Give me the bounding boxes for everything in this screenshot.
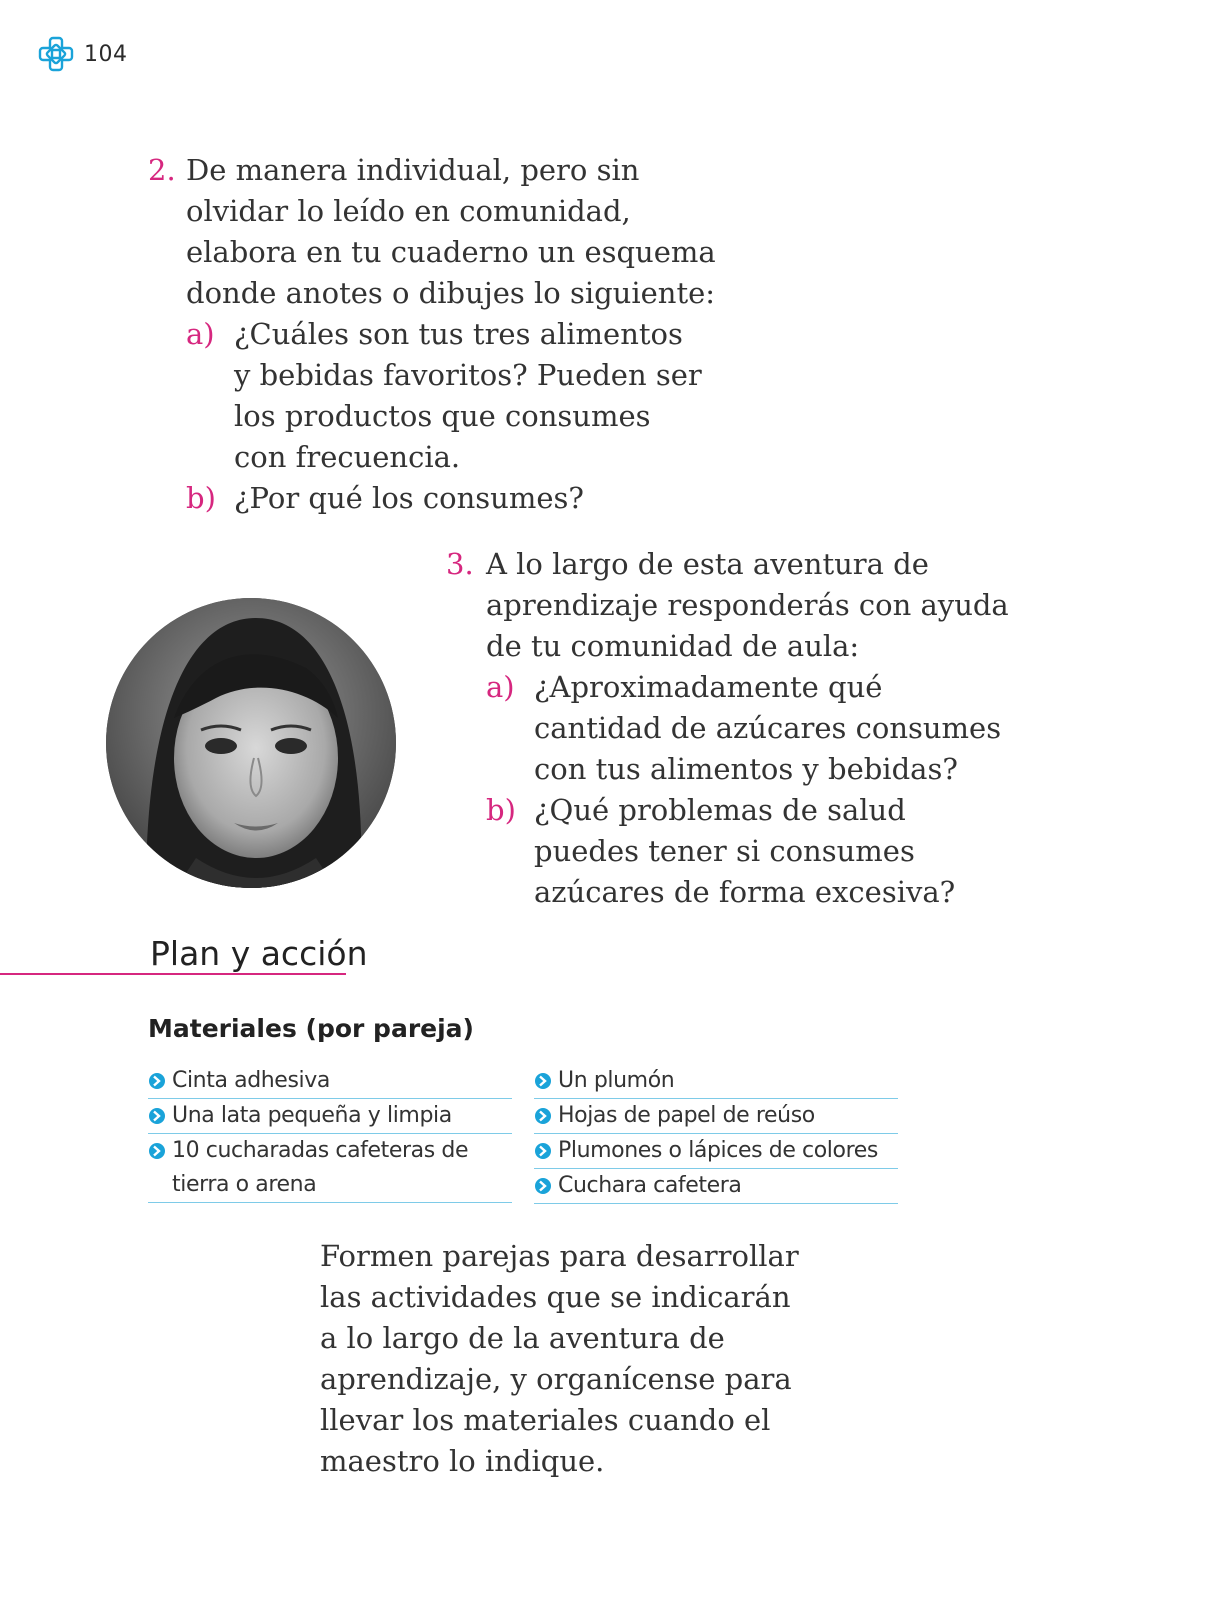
text-line: elabora en tu cuaderno un esquema: [186, 235, 716, 269]
text-line: A lo largo de esta aventura de: [486, 547, 929, 581]
question-text: [186, 150, 716, 314]
text-line: olvidar lo leído en comunidad,: [186, 194, 631, 228]
material-text: Cinta adhesiva: [172, 1068, 330, 1093]
portrait-illustration: [106, 598, 396, 888]
text-line: ¿Cuáles son tus tres alimentos: [234, 317, 683, 351]
materials-list-right: [534, 1064, 898, 1204]
text-line: Formen parejas para desarrollar: [320, 1239, 799, 1273]
sub-question-a: [186, 314, 768, 478]
text-line: de tu comunidad de aula:: [486, 629, 860, 663]
list-item: [534, 1169, 898, 1204]
chevron-right-icon: [534, 1099, 558, 1133]
page-header: [38, 36, 128, 72]
question-text: [486, 544, 1009, 667]
question-number: 2.: [148, 153, 176, 187]
list-item: [148, 1064, 512, 1099]
text-line: a lo largo de la aventura de: [320, 1321, 725, 1355]
sub-letter: b): [486, 793, 516, 827]
list-item: [148, 1134, 512, 1203]
section-title: Plan y acción: [150, 934, 368, 973]
chevron-right-icon: [534, 1169, 558, 1203]
sub-question-a: [486, 667, 1046, 790]
text-line: llevar los materiales cuando el: [320, 1403, 771, 1437]
materials-title: Materiales (por pareja): [148, 1014, 474, 1043]
decorative-knot-icon: [38, 36, 74, 72]
text-line: puedes tener si consumes: [534, 834, 915, 868]
text-line: ¿Aproximadamente qué: [534, 670, 883, 704]
text-line: donde anotes o dibujes lo siguiente:: [186, 276, 716, 310]
text-line: aprendizaje responderás con ayuda: [486, 588, 1009, 622]
text-line: ¿Por qué los consumes?: [234, 481, 584, 515]
sub-question-b: [186, 478, 768, 519]
question-number: 3.: [446, 547, 474, 581]
material-text: Hojas de papel de reúso: [558, 1103, 815, 1128]
material-text: 10 cucharadas cafeteras de tierra o arena: [172, 1138, 469, 1197]
child-portrait-photo: [106, 598, 396, 888]
material-text: Un plumón: [558, 1068, 675, 1093]
list-item: [534, 1134, 898, 1169]
sub-letter: a): [186, 317, 215, 351]
list-item: [534, 1099, 898, 1134]
chevron-right-icon: [148, 1134, 172, 1168]
closing-paragraph: [320, 1236, 840, 1482]
chevron-right-icon: [148, 1064, 172, 1098]
question-2: [148, 150, 768, 519]
text-line: los productos que consumes: [234, 399, 651, 433]
text-line: aprendizaje, y organícense para: [320, 1362, 792, 1396]
material-text: Plumones o lápices de colores: [558, 1138, 878, 1163]
question-3: [446, 544, 1046, 913]
text-line: azúcares de forma excesiva?: [534, 875, 956, 909]
section-divider: [0, 973, 346, 975]
text-line: y bebidas favoritos? Pueden ser: [234, 358, 702, 392]
text-line: con frecuencia.: [234, 440, 461, 474]
text-line: maestro lo indique.: [320, 1444, 605, 1478]
materials-list-left: [148, 1064, 512, 1203]
chevron-right-icon: [534, 1064, 558, 1098]
text-line: De manera individual, pero sin: [186, 153, 640, 187]
page-number: 104: [84, 41, 128, 67]
list-item: [534, 1064, 898, 1099]
sub-letter: a): [486, 670, 515, 704]
text-line: cantidad de azúcares consumes: [534, 711, 1002, 745]
sub-letter: b): [186, 481, 216, 515]
chevron-right-icon: [148, 1099, 172, 1133]
material-text: Cuchara cafetera: [558, 1173, 742, 1198]
text-line: ¿Qué problemas de salud: [534, 793, 906, 827]
chevron-right-icon: [534, 1134, 558, 1168]
text-line: con tus alimentos y bebidas?: [534, 752, 958, 786]
text-line: las actividades que se indicarán: [320, 1280, 791, 1314]
list-item: [148, 1099, 512, 1134]
sub-question-b: [486, 790, 1046, 913]
material-text: Una lata pequeña y limpia: [172, 1103, 452, 1128]
